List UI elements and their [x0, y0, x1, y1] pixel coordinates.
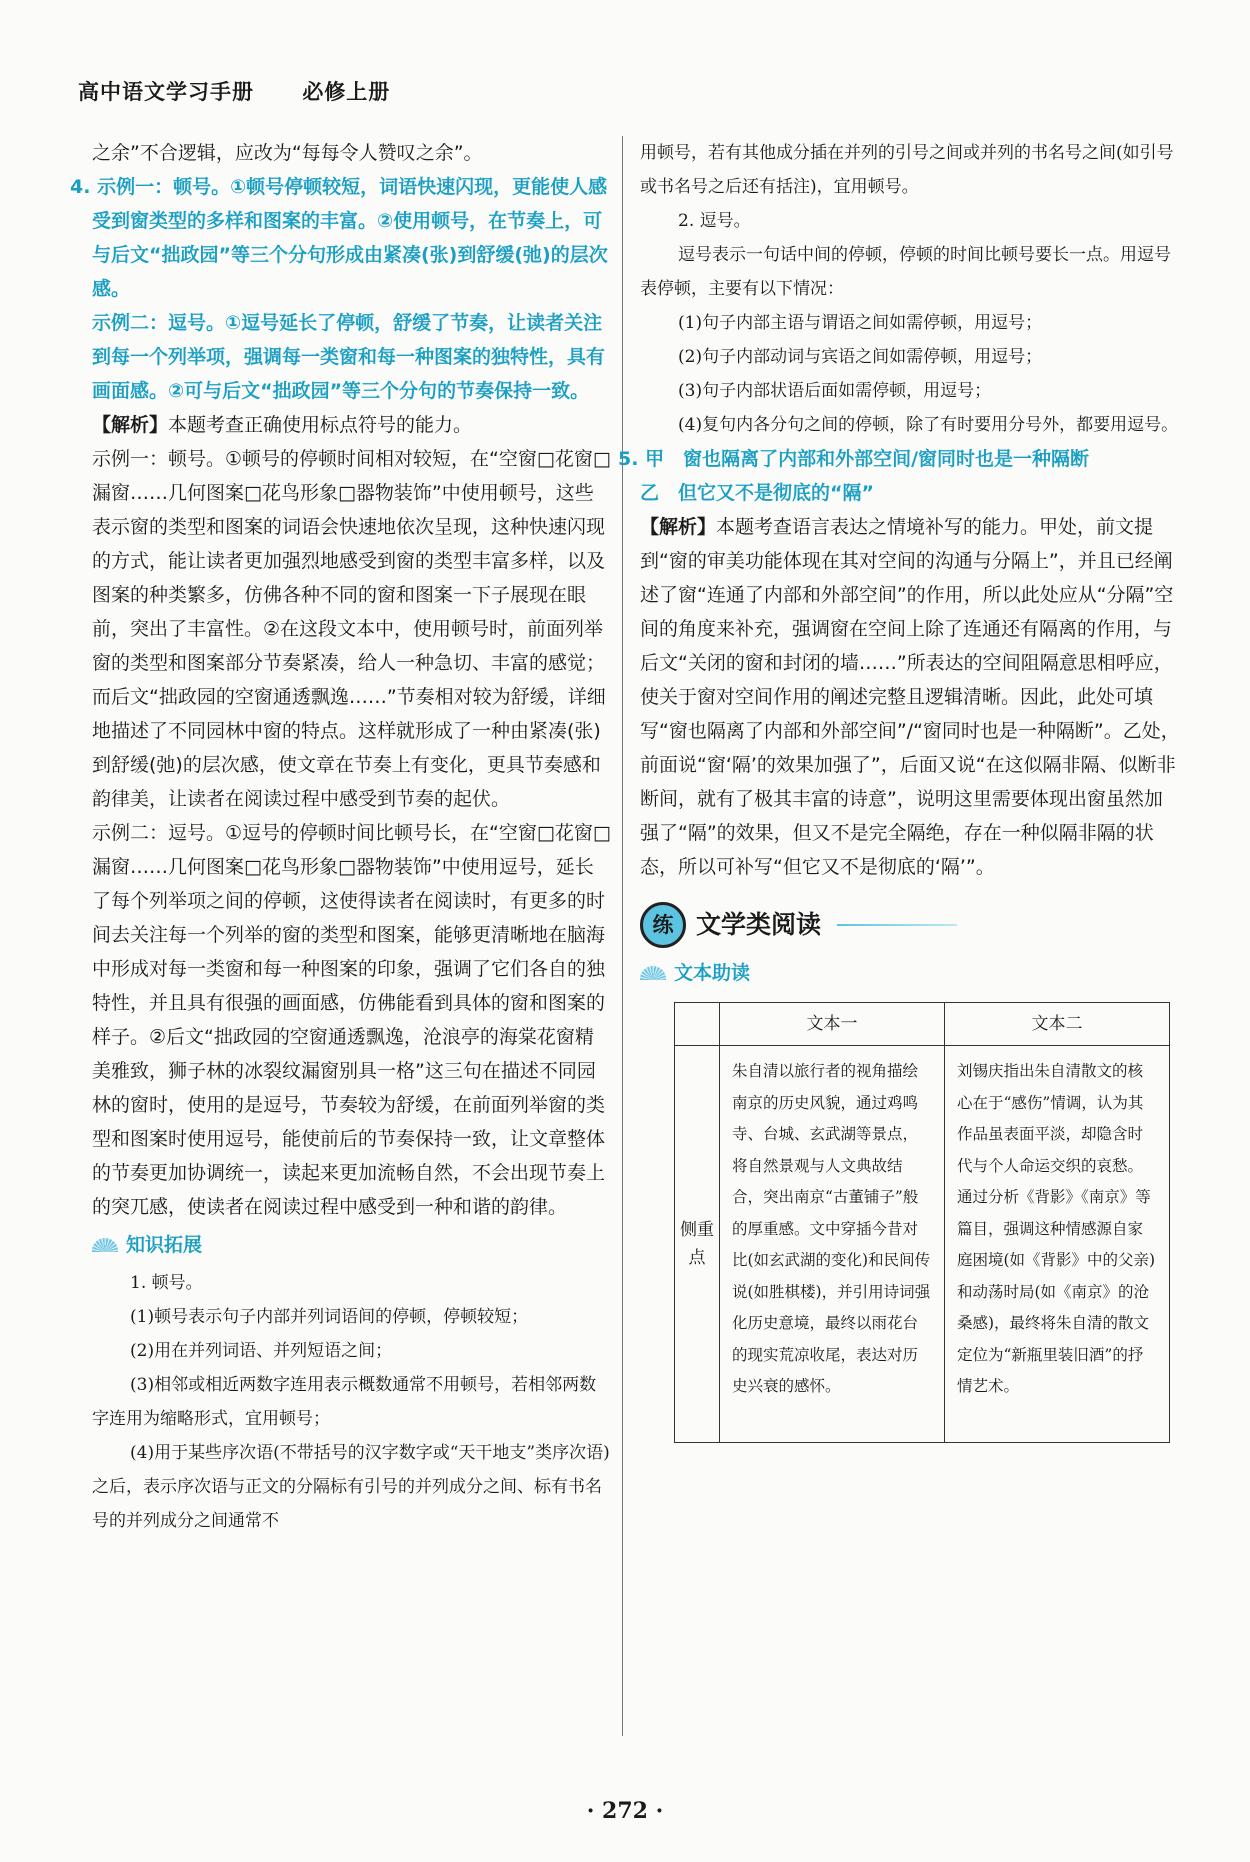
page-number: · 272 ·	[586, 1798, 664, 1824]
analysis-text-2: 本题考查语言表达之情境补写的能力。甲处，前文提到“窗的审美功能体现在其对空间的沟通与分隔上”，并且已经阐述了窗“连通了内部和外部空间”的作用，所以此处应从“分隔”空间的角度来补充，强调窗在空间上除了连通还有隔离的作用，与后文“关闭的窗和封闭的墙……”所表达的空间阻隔意思相呼应，使关于窗对空间作用的阐述完整且逻辑清晰。因此，此处可填写“窗也隔离了内部和外部空间”/“窗同时也是一种隔断”。乙处，前面说“窗‘隔’的效果加强了”，后面又说“在这似隔非隔、似断非断间，就有了极其丰富的诗意”，说明这里需要体现出窗虽然加强了“隔”的效果，但又不是完全隔绝，存在一种似隔非隔的状态，所以可补写“但它又不是彻底的‘隔’”。	[640, 516, 1180, 878]
table-header-text2: 文本二	[945, 1003, 1170, 1046]
table-row-label: 侧重点	[675, 1046, 720, 1443]
knowledge-section-title	[92, 1228, 612, 1262]
analysis-text: 本题考查正确使用标点符号的能力。	[168, 414, 473, 436]
example-1-analysis: 示例一：顿号。①顿号的停顿时间相对较短，在“空窗□花窗□漏窗……几何图案□花鸟形象□器物装饰”中使用顿号，这些表示窗的类型和图案的词语会快速地依次呈现，这种快速闪现的方式，能让读者更加强烈地感受到窗的类型丰富多样，以及图案的种类繁多，仿佛各种不同的窗和图案一下子展现在眼前，突出了丰富性。②在这段文本中，使用顿号时，前面列举窗的类型和图案部分节奏紧凑，给人一种急切、丰富的感觉；而后文“拙政园的空窗通透飘逸……”节奏相对较为舒缓，详细地描述了不同园林中窗的特点。这样就形成了一种由紧凑(张)到舒缓(弛)的层次感，使文章在节奏上有变化，更具节奏感和韵律美，让读者在阅读过程中感受到节奏的起伏。	[92, 448, 611, 810]
section-badge: 练	[640, 902, 686, 948]
fan-icon	[640, 966, 666, 980]
q4-answer-1-text: 示例一：顿号。①顿号停顿较短，词语快速闪现，更能使人感受到窗类型的多样和图案的丰富。②使用顿号，在节奏上，可与后文“拙政园”等三个分句形成由紧凑(张)到舒缓(弛)的层次感。	[92, 176, 608, 300]
knowledge-item-2-3: (3)句子内部状语后面如需停顿，用逗号；	[678, 381, 992, 401]
knowledge-title: 知识拓展	[126, 1234, 203, 1256]
knowledge-item-1: 1. 顿号。	[130, 1273, 203, 1293]
q5-answer-yi: 乙 但它又不是彻底的“隔”	[640, 482, 874, 504]
knowledge-continued: 用顿号，若有其他成分插在并列的引号之间或并列的书名号之间(如引号或书名号之后还有括注)，宜用顿号。	[640, 143, 1174, 197]
knowledge-item-1-3: (3)相邻或相近两数字连用表示概数通常不用顿号，若相邻两数字连用为缩略形式，宜用顿号；	[92, 1375, 597, 1429]
knowledge-item-2: 2. 逗号。	[678, 211, 751, 231]
comparison-table	[674, 1002, 1170, 1443]
reading-help-title	[640, 956, 1180, 990]
knowledge-item-1-2: (2)用在并列词语、并列短语之间；	[130, 1341, 393, 1361]
book-title: 高中语文学习手册	[78, 80, 254, 104]
q5-answer-jia-text: 甲 窗也隔离了内部和外部空间/窗同时也是一种隔断	[645, 448, 1090, 470]
q4-analysis	[92, 408, 612, 442]
analysis-label-2: 【解析】	[640, 516, 717, 538]
column-divider	[622, 136, 623, 1736]
section-title: 文学类阅读	[696, 910, 822, 939]
help-title: 文本助读	[674, 962, 751, 984]
knowledge-item-2-1: (1)句子内部主语与谓语之间如需停顿，用逗号；	[678, 313, 1043, 333]
q4-number: 4.	[70, 176, 91, 198]
table-header-text1: 文本一	[720, 1003, 945, 1046]
analysis-label: 【解析】	[92, 414, 169, 436]
intro-text: 之余”不合逻辑，应改为“每每令人赞叹之余”。	[92, 142, 483, 164]
page-header	[78, 76, 430, 106]
knowledge-item-1-1: (1)顿号表示句子内部并列词语间的停顿，停顿较短；	[130, 1307, 529, 1327]
right-column	[618, 136, 1180, 1443]
section-header	[640, 902, 1180, 948]
table-cell-text1: 朱自清以旅行者的视角描绘南京的历史风貌，通过鸡鸣寺、台城、玄武湖等景点，将自然景观与人文典故结合，突出南京“古董铺子”般的厚重感。文中穿插今昔对比(如玄武湖的变化)和民间传说(如胜棋楼)，并引用诗词强化历史意境，最终以雨花台的现实荒凉收尾，表达对历史兴衰的感怀。	[720, 1046, 945, 1443]
knowledge-item-2-4: (4)复句内各分句之间的停顿，除了有时要用分号外，都要用逗号。	[678, 415, 1179, 435]
volume-title: 必修上册	[302, 80, 391, 104]
section-decoration	[837, 924, 957, 926]
q5-analysis	[640, 510, 1180, 884]
example-2-analysis: 示例二：逗号。①逗号的停顿时间比顿号长，在“空窗□花窗□漏窗……几何图案□花鸟形象□器物装饰”中使用逗号，延长了每个列举项之间的停顿，这使得读者在阅读时，有更多的时间去关注每一个列举的窗的类型和图案，能够更清晰地在脑海中形成对每一类窗和每一种图案的印象，强调了它们各自的独特性，并且具有很强的画面感，仿佛能看到具体的窗和图案的样子。②后文“拙政园的空窗通透飘逸，沧浪亭的海棠花窗精美雅致，狮子林的冰裂纹漏窗别具一格”这三句在描述不同园林的窗时，使用的是逗号，节奏较为舒缓，在前面列举窗的类型和图案时使用逗号，能使前后的节奏保持一致，让文章整体的节奏更加协调统一，读起来更加流畅自然，不会出现节奏上的突兀感，使读者在阅读过程中感受到一种和谐的韵律。	[92, 822, 611, 1218]
left-column	[70, 136, 612, 1538]
q5-answer-jia	[618, 442, 1180, 476]
knowledge-item-2-2: (2)句子内部动词与宾语之间如需停顿，用逗号；	[678, 347, 1043, 367]
q5-number: 5.	[618, 448, 639, 470]
table-corner	[675, 1003, 720, 1046]
knowledge-item-2-intro: 逗号表示一句话中间的停顿，停顿的时间比顿号要长一点。用逗号表停顿，主要有以下情况：	[640, 245, 1171, 299]
knowledge-item-1-4: (4)用于某些序次语(不带括号的汉字数字或“天干地支”类序次语)之后，表示序次语与正文的分隔标有引号的并列成分之间、标有书名号的并列成分之间通常不	[92, 1443, 610, 1531]
table-cell-text2: 刘锡庆指出朱自清散文的核心在于“感伤”情调，认为其作品虽表面平淡，却隐含时代与个人命运交织的哀愁。通过分析《背影》《南京》等篇目，强调这种情感源自家庭困境(如《背影》中的父亲)和动荡时局(如《南京》的沧桑感)，最终将朱自清的散文定位为“新瓶里装旧酒”的抒情艺术。	[945, 1046, 1170, 1443]
fan-icon	[92, 1238, 118, 1252]
q4-answer-1	[70, 170, 612, 306]
q4-answer-2: 示例二：逗号。①逗号延长了停顿，舒缓了节奏，让读者关注到每一个列举项，强调每一类窗和每一种图案的独特性，具有画面感。②可与后文“拙政园”等三个分句的节奏保持一致。	[92, 312, 606, 402]
